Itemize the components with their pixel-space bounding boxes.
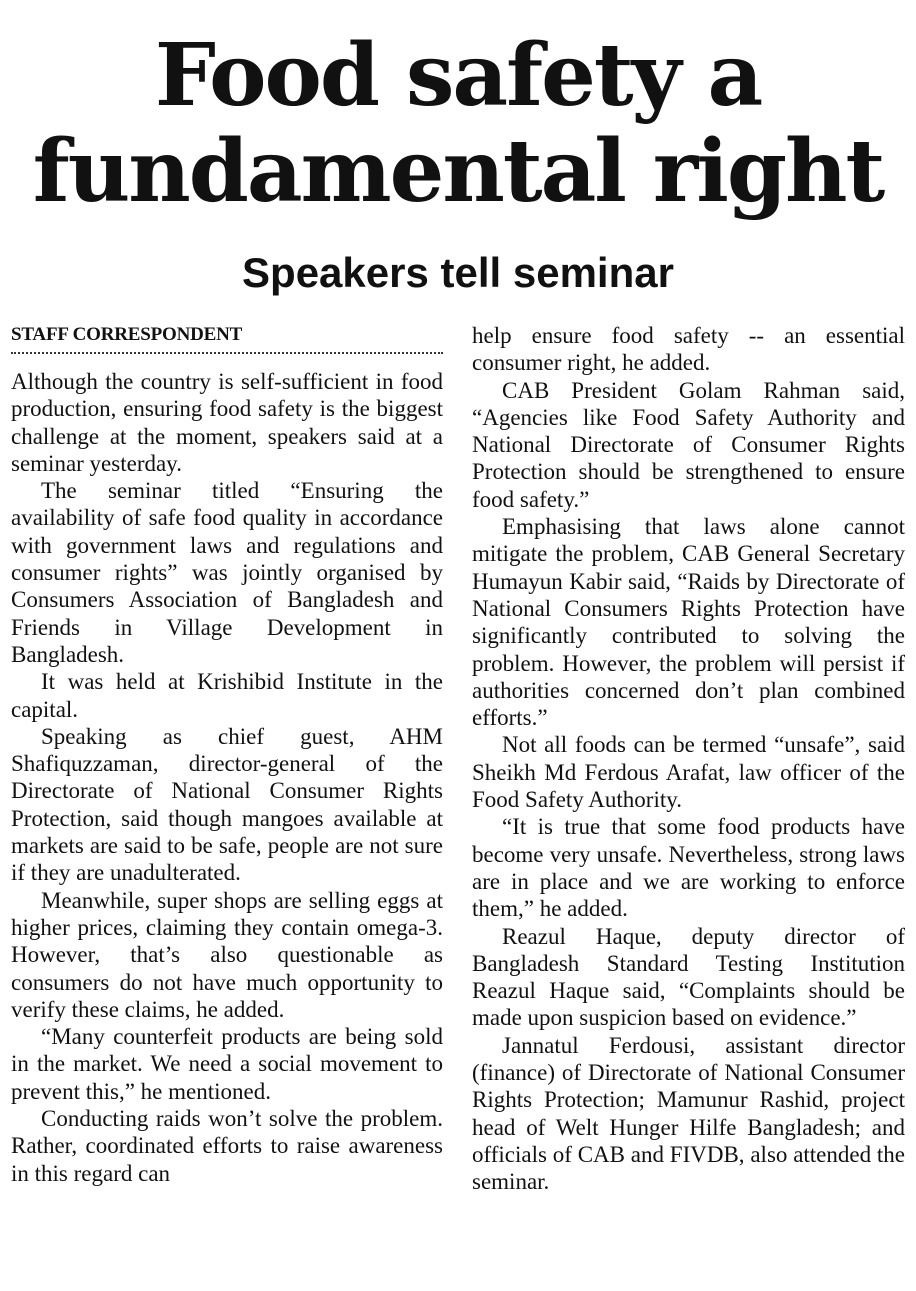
paragraph: It was held at Krishibid Institute in the capital. bbox=[11, 669, 443, 722]
subheadline: Speakers tell seminar bbox=[242, 249, 674, 296]
paragraph: Speaking as chief guest, AHM Shafiquzzaman, director-general of the Directorate of National Consumer Rights Protection, said though mangoes available at markets are said to be safe, people are not sure if they are unadulterated. bbox=[11, 723, 443, 886]
paragraph: The seminar titled “Ensuring the availability of safe food quality in accordance with government laws and regulations and consumer rights” was jointly organised by Consumers Association of Bangladesh and Friends in Village Development in Bangladesh. bbox=[11, 478, 443, 667]
article-column-right bbox=[472, 322, 905, 1196]
paragraph: Meanwhile, super shops are selling eggs at higher prices, claiming they contain omega-3. However, that’s also questionable as consumers do not have much opportunity to verify these claims, he added. bbox=[11, 887, 443, 1022]
headline-line-2: fundamental right bbox=[32, 121, 884, 222]
byline: STAFF CORRESPONDENT bbox=[11, 324, 243, 345]
headline-line-1: Food safety a bbox=[154, 25, 762, 126]
paragraph: Reazul Haque, deputy director of Bangladesh Standard Testing Institution Reazul Haque said, “Complaints should be made upon suspicion based on evidence.” bbox=[472, 923, 905, 1031]
article-column-left bbox=[11, 322, 443, 1187]
paragraph-continued: help ensure food safety -- an essential consumer right, he added. bbox=[472, 323, 905, 376]
paragraph: Jannatul Ferdousi, assistant director (finance) of Directorate of National Consumer Rights Protection; Mamunur Rashid, project head of Welt Hunger Hilfe Bangladesh; and officials of CAB and FIVDB, also attended the seminar. bbox=[472, 1032, 905, 1195]
paragraph: Not all foods can be termed “unsafe”, said Sheikh Md Ferdous Arafat, law officer of the Food Safety Authority. bbox=[472, 732, 905, 813]
byline-divider bbox=[11, 352, 443, 354]
paragraph: “It is true that some food products have become very unsafe. Nevertheless, strong laws are in place and we are working to enforce them,” he added. bbox=[472, 814, 905, 922]
headline bbox=[0, 25, 916, 222]
paragraph: Emphasising that laws alone cannot mitigate the problem, CAB General Secretary Humayun Kabir said, “Raids by Directorate of National Consumers Rights Protection have significantly contributed to solving the problem. However, the problem will persist if authorities concerned don’t plan combined efforts.” bbox=[472, 514, 905, 731]
paragraph: “Many counterfeit products are being sold in the market. We need a social movement to prevent this,” he mentioned. bbox=[11, 1024, 443, 1104]
paragraph: CAB President Golam Rahman said, “Agencies like Food Safety Authority and National Directorate of Consumer Rights Protection should be strengthened to ensure food safety.” bbox=[472, 377, 905, 512]
paragraph: Conducting raids won’t solve the problem. Rather, coordinated efforts to raise awareness in this regard can bbox=[11, 1106, 443, 1186]
paragraph: Although the country is self-sufficient in food production, ensuring food safety is the biggest challenge at the moment, speakers said at a seminar yesterday. bbox=[11, 369, 443, 476]
